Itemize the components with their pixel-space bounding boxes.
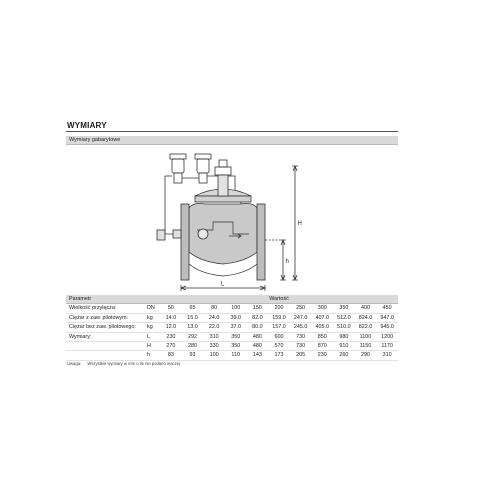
table-cell: 83: [167, 352, 174, 359]
row-parameter: Wymiary:: [69, 333, 92, 340]
table-cell: 12.0: [165, 324, 177, 331]
table-cell: 1170: [381, 343, 393, 350]
table-cell: 350: [231, 343, 241, 350]
table-cell: 310: [382, 352, 392, 359]
row-unit: kg: [147, 314, 153, 321]
table-cell: 822.0: [358, 324, 373, 331]
header-parameter: Parametr: [66, 295, 160, 304]
table-cell: 159.0: [272, 314, 286, 321]
table-cell: 570: [274, 343, 284, 350]
table-cell: 730: [296, 333, 306, 340]
footnote: [67, 361, 180, 366]
pilot-valve-1-cap: [170, 154, 186, 159]
table-cell: 80.0: [252, 324, 263, 331]
table-cell: 65: [189, 305, 196, 312]
actuator-column: [218, 175, 228, 196]
row-parameter: Ciężar z zaw. pilotowym:: [69, 314, 129, 321]
table-cell: 82.0: [252, 314, 263, 321]
table-cell: 730: [296, 343, 306, 350]
table-cell: 824.0: [358, 314, 373, 321]
table-cell: 400: [360, 305, 370, 312]
dim-label-h: h: [285, 259, 289, 265]
page-title: WYMIARY: [67, 121, 107, 130]
table-cell: 157.0: [272, 324, 286, 331]
row-unit: DN: [147, 305, 155, 312]
table-cell: 1150: [359, 343, 372, 350]
table-cell: 850: [317, 333, 327, 340]
table-cell: 100: [231, 305, 241, 312]
body-bottom: [189, 264, 257, 276]
table-cell: 1200: [381, 333, 394, 340]
header-values: Wartość: [160, 295, 398, 304]
fitting-valve: [173, 230, 181, 238]
table-cell: 13.0: [187, 324, 198, 331]
table-cell: 450: [382, 305, 392, 312]
diaphragm-flange: [195, 196, 251, 202]
table-cell: 173: [274, 352, 284, 359]
table-cell: 1100: [359, 333, 372, 340]
title-divider: [66, 131, 398, 132]
row-unit: kg: [147, 324, 153, 331]
table-cell: 292: [187, 333, 197, 340]
table-cell: 260: [339, 352, 349, 359]
row-unit: H: [147, 343, 151, 350]
table-cell: 230: [317, 352, 327, 359]
table-cell: 24.0: [208, 314, 220, 321]
table-row: [66, 342, 398, 351]
table-cell: 300: [317, 305, 327, 312]
table-cell: 39.0: [230, 314, 241, 321]
valve-drawing-svg: [145, 146, 315, 296]
table-header-row: [66, 295, 398, 304]
pilot-valve-1-body: [174, 173, 182, 183]
table-row: [66, 351, 398, 360]
table-cell: 14.0: [165, 314, 177, 321]
valve-drawing: [145, 146, 315, 296]
table-cell: 250: [296, 305, 306, 312]
pilot-valve-2-body: [199, 173, 207, 183]
table-cell: 405.0: [315, 324, 329, 331]
table-cell: 15.0: [187, 314, 198, 321]
row-parameter: Ciężar bez zaw. pilotowego:: [69, 324, 136, 331]
table-cell: 980: [339, 333, 349, 340]
row-parameter: Wielkość przyłącza:: [69, 305, 117, 312]
pilot-valve-2-cap: [195, 154, 211, 159]
table-cell: 50: [167, 305, 174, 312]
table-cell: 80: [211, 305, 218, 312]
table-row: [66, 313, 398, 322]
table-cell: 407.0: [315, 314, 329, 321]
table-cell: 330: [209, 343, 219, 350]
row-unit: L: [147, 333, 150, 340]
port-circle: [198, 229, 208, 239]
table-cell: 480: [252, 333, 262, 340]
table-cell: 37.0: [230, 324, 241, 331]
footnote-text: Wszystkie wymiary w mm o ile nie podano inaczej: [87, 361, 180, 366]
table-cell: 22.0: [208, 324, 220, 331]
table-cell: 910: [339, 343, 349, 350]
section-header: [66, 136, 398, 145]
table-cell: 310: [209, 333, 219, 340]
dim-label-H: H: [297, 221, 302, 227]
table-cell: 247.0: [293, 314, 308, 321]
table-cell: 270: [166, 343, 176, 350]
footnote-label: Uwaga:: [67, 361, 82, 366]
pilot-tube-left: [165, 176, 175, 234]
row-parameter: [66, 342, 146, 351]
table-cell: 93: [189, 352, 196, 359]
table-cell: 512.0: [337, 314, 351, 321]
table-cell: 100: [209, 352, 219, 359]
table-cell: 947.0: [380, 314, 394, 321]
flange-right: [257, 204, 265, 280]
table-cell: 200: [274, 305, 284, 312]
table-row: [66, 332, 398, 341]
table-cell: 350: [231, 333, 241, 340]
dimensions-table: [66, 295, 398, 361]
table-cell: 143: [252, 352, 262, 359]
bonnet-top: [215, 167, 231, 175]
table-cell: 280: [187, 343, 197, 350]
table-cell: 290: [360, 352, 370, 359]
pilot-valve-1: [172, 159, 184, 173]
table-cell: 205: [296, 352, 306, 359]
table-cell: 350: [339, 305, 349, 312]
dim-label-L: L: [221, 281, 225, 288]
table-cell: 510.0: [337, 324, 351, 331]
row-parameter: [66, 351, 146, 360]
bonnet-stem: [219, 160, 227, 167]
table-cell: 245.0: [293, 324, 308, 331]
table-cell: 945.0: [380, 324, 394, 331]
fitting-left: [157, 230, 165, 240]
table-cell: 150: [252, 305, 262, 312]
section-title: Wymiary gabarytowe: [69, 137, 121, 143]
table-cell: 600: [274, 333, 284, 340]
table-cell: 480: [252, 343, 262, 350]
table-cell: 110: [231, 352, 240, 359]
table-row: [66, 323, 398, 332]
table-cell: 230: [166, 333, 176, 340]
flange-left: [181, 204, 189, 280]
table-row: [66, 304, 398, 313]
row-unit: h: [147, 352, 150, 359]
pilot-valve-2: [197, 159, 209, 173]
table-cell: 870: [317, 343, 327, 350]
